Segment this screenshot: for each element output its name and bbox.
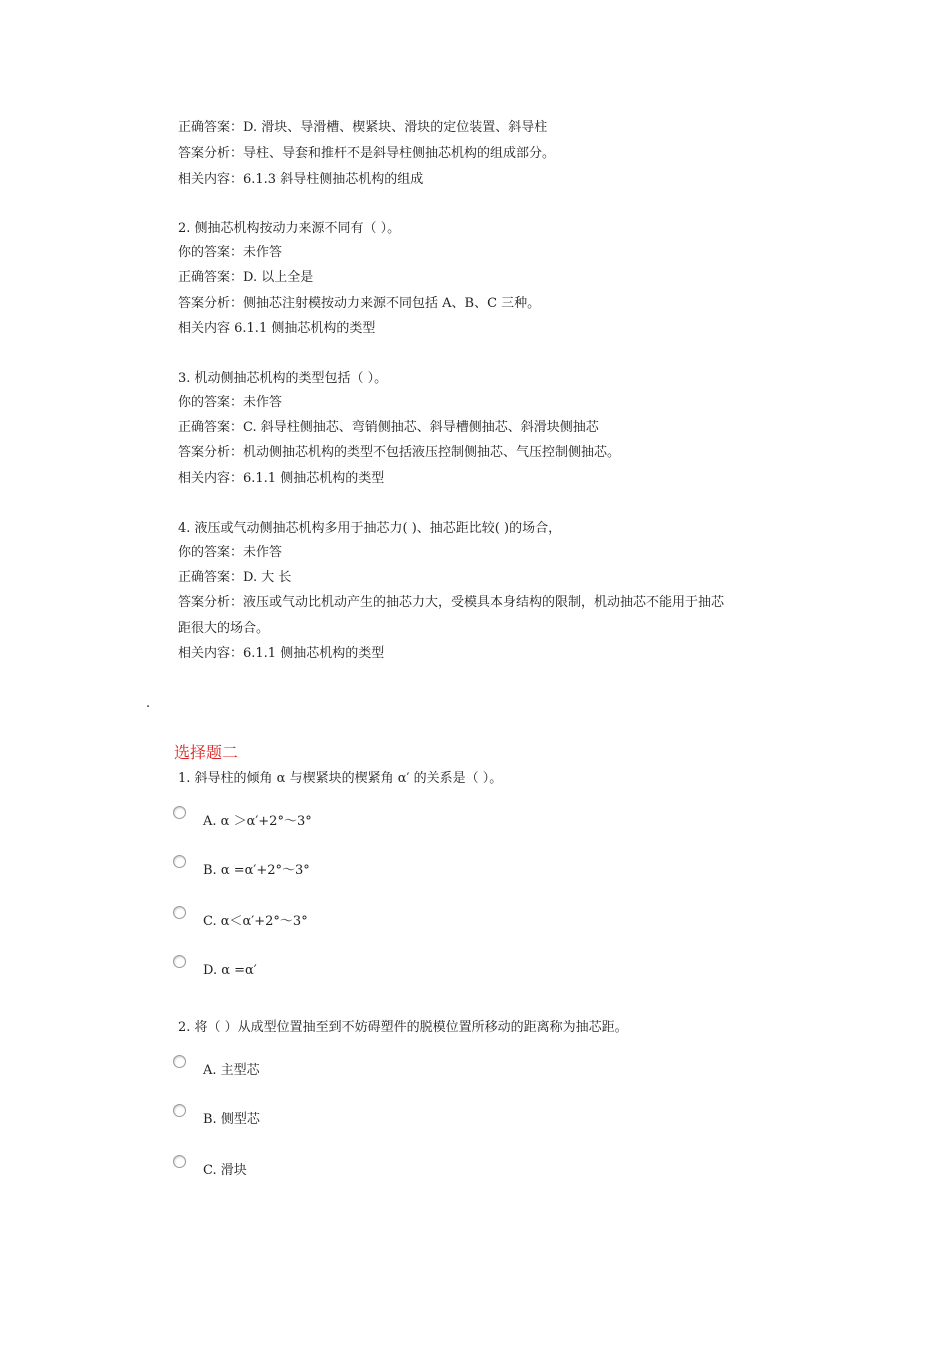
option-label: D. α =α′ — [203, 963, 257, 978]
q2-correct-answer: 正确答案：D. 以上全是 — [178, 270, 314, 285]
s2-question-2: 2. 将（ ）从成型位置抽至到不妨碍塑件的脱模位置所移动的距离称为抽芯距。 — [178, 1020, 628, 1035]
option-label: A. α ＞α′+2°～3° — [203, 814, 312, 829]
option-label: C. α＜α′+2°～3° — [203, 914, 308, 929]
option-label: A. 主型芯 — [203, 1063, 260, 1078]
radio-icon[interactable] — [173, 1155, 186, 1168]
q3-related-content: 相关内容：6.1.1 侧抽芯机构的类型 — [178, 471, 385, 486]
option-label: C. 滑块 — [203, 1163, 247, 1178]
q4-answer-analysis-cont: 距很大的场合。 — [178, 621, 270, 636]
q2-related-content: 相关内容 6.1.1 侧抽芯机构的类型 — [178, 321, 376, 336]
q2-answer-analysis: 答案分析：侧抽芯注射模按动力来源不同包括 A、B、C 三种。 — [178, 296, 541, 311]
q1-answer-analysis: 答案分析：导柱、导套和推杆不是斜导柱侧抽芯机构的组成部分。 — [178, 146, 556, 161]
s2-q1-option-a[interactable] — [173, 806, 473, 832]
q4-your-answer: 你的答案：未作答 — [178, 545, 283, 560]
s2-question-1: 1. 斜导柱的倾角 α 与楔紧块的楔紧角 α′ 的关系是（ ）。 — [178, 771, 503, 786]
separator-dot: . — [146, 696, 151, 711]
q4-question: 4. 液压或气动侧抽芯机构多用于抽芯力( )、抽芯距比较( )的场合， — [178, 521, 562, 536]
radio-icon[interactable] — [173, 806, 186, 819]
q3-answer-analysis: 答案分析：机动侧抽芯机构的类型不包括液压控制侧抽芯、气压控制侧抽芯。 — [178, 445, 621, 460]
option-label: B. 侧型芯 — [203, 1112, 260, 1127]
q4-answer-analysis: 答案分析：液压或气动比机动产生的抽芯力大，受模具本身结构的限制，机动抽芯不能用于抽芯 — [178, 595, 725, 610]
option-label: B. α =α′+2°～3° — [203, 863, 310, 878]
q4-related-content: 相关内容：6.1.1 侧抽芯机构的类型 — [178, 646, 385, 661]
q1-related-content: 相关内容：6.1.3 斜导柱侧抽芯机构的组成 — [178, 172, 424, 187]
s2-q2-option-b[interactable] — [173, 1104, 473, 1130]
radio-icon[interactable] — [173, 1104, 186, 1117]
radio-icon[interactable] — [173, 1055, 186, 1068]
q4-correct-answer: 正确答案：D. 大 长 — [178, 570, 292, 585]
q3-correct-answer: 正确答案：C. 斜导柱侧抽芯、弯销侧抽芯、斜导槽侧抽芯、斜滑块侧抽芯 — [178, 420, 599, 435]
radio-icon[interactable] — [173, 906, 186, 919]
radio-icon[interactable] — [173, 855, 186, 868]
s2-q2-option-c[interactable] — [173, 1155, 473, 1181]
q2-question: 2. 侧抽芯机构按动力来源不同有（ ）。 — [178, 221, 401, 236]
q1-correct-answer: 正确答案：D. 滑块、导滑槽、楔紧块、滑块的定位装置、斜导柱 — [178, 120, 548, 135]
s2-q1-option-b[interactable] — [173, 855, 473, 881]
section-title: 选择题二 — [174, 743, 239, 762]
radio-icon[interactable] — [173, 955, 186, 968]
s2-q1-option-d[interactable] — [173, 955, 473, 981]
q2-your-answer: 你的答案：未作答 — [178, 245, 283, 260]
q3-question: 3. 机动侧抽芯机构的类型包括（ ）。 — [178, 371, 388, 386]
s2-q1-option-c[interactable] — [173, 906, 473, 932]
s2-q2-option-a[interactable] — [173, 1055, 473, 1081]
q3-your-answer: 你的答案：未作答 — [178, 395, 283, 410]
